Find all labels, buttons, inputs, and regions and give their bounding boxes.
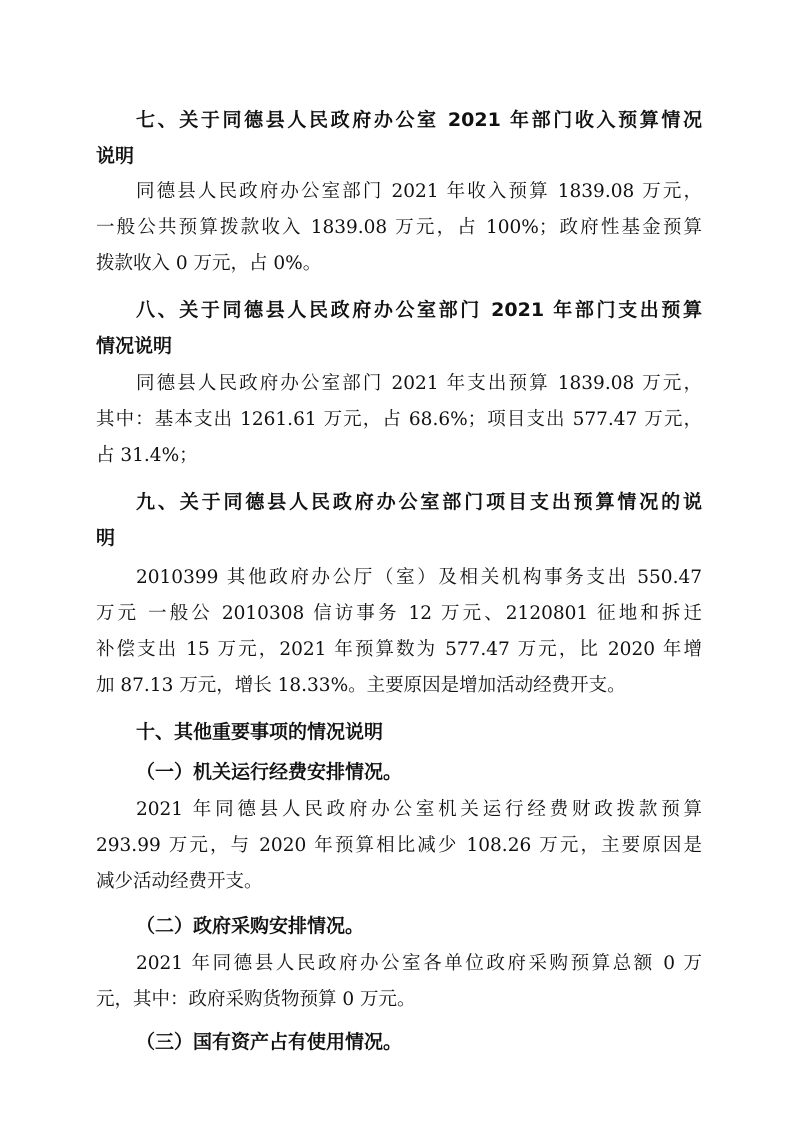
paragraph-line: 减少活动经费开支。 xyxy=(96,871,263,892)
subsection-1-heading xyxy=(96,754,702,790)
section-8-body xyxy=(96,366,702,474)
paragraph-line: 2010399 其他政府办公厅（室）及相关机构事务支出 550.47 xyxy=(136,567,702,588)
heading-line: 九、关于同德县人民政府办公室部门项目支出预算情况的说 xyxy=(136,491,702,513)
paragraph-line: 加 87.13 万元，增长 18.33%。主要原因是增加活动经费开支。 xyxy=(96,675,626,696)
paragraph-line: 万元 一般公 2010308 信访事务 12 万元、2120801 征地和拆迁 xyxy=(96,603,702,624)
section-9-body xyxy=(96,560,702,704)
section-8-heading xyxy=(96,292,702,364)
section-9-heading xyxy=(96,484,702,556)
paragraph-line: 元，其中：政府采购货物预算 0 万元。 xyxy=(96,989,416,1010)
paragraph-line: 一般公共预算拨款收入 1839.08 万元，占 100%；政府性基金预算 xyxy=(96,217,702,238)
paragraph-line: 拨款收入 0 万元，占 0%。 xyxy=(96,253,322,274)
subsection-2-body xyxy=(96,946,702,1018)
subheading-line: （一）机关运行经费安排情况。 xyxy=(136,761,403,783)
subsection-1-body xyxy=(96,792,702,900)
section-10-heading xyxy=(96,714,702,750)
heading-line: 八、关于同德县人民政府办公室部门 2021 年部门支出预算 xyxy=(136,299,702,321)
heading-line: 说明 xyxy=(96,145,135,167)
section-7-body xyxy=(96,174,702,282)
heading-line: 明 xyxy=(96,527,116,549)
paragraph-line: 293.99 万元，与 2020 年预算相比减少 108.26 万元，主要原因是 xyxy=(96,835,702,856)
section-7-heading xyxy=(96,102,702,174)
subsection-3-heading xyxy=(96,1024,702,1060)
subheading-line: （三）国有资产占有使用情况。 xyxy=(136,1031,403,1053)
subheading-line: （二）政府采购安排情况。 xyxy=(136,915,365,937)
paragraph-line: 同德县人民政府办公室部门 2021 年收入预算 1839.08 万元， xyxy=(136,181,702,202)
paragraph-line: 2021 年同德县人民政府办公室机关运行经费财政拨款预算 xyxy=(136,799,702,820)
paragraph-line: 2021 年同德县人民政府办公室各单位政府采购预算总额 0 万 xyxy=(136,953,702,974)
heading-line: 情况说明 xyxy=(96,335,173,357)
paragraph-line: 占 31.4%； xyxy=(96,445,198,466)
paragraph-line: 同德县人民政府办公室部门 2021 年支出预算 1839.08 万元， xyxy=(136,373,702,394)
heading-line: 七、关于同德县人民政府办公室 2021 年部门收入预算情况 xyxy=(136,109,702,131)
subsection-2-heading xyxy=(96,908,702,944)
paragraph-line: 其中：基本支出 1261.61 万元，占 68.6%；项目支出 577.47 万元， xyxy=(96,409,702,430)
paragraph-line: 补偿支出 15 万元，2021 年预算数为 577.47 万元，比 2020 年增 xyxy=(96,639,702,660)
heading-line: 十、其他重要事项的情况说明 xyxy=(136,721,384,743)
